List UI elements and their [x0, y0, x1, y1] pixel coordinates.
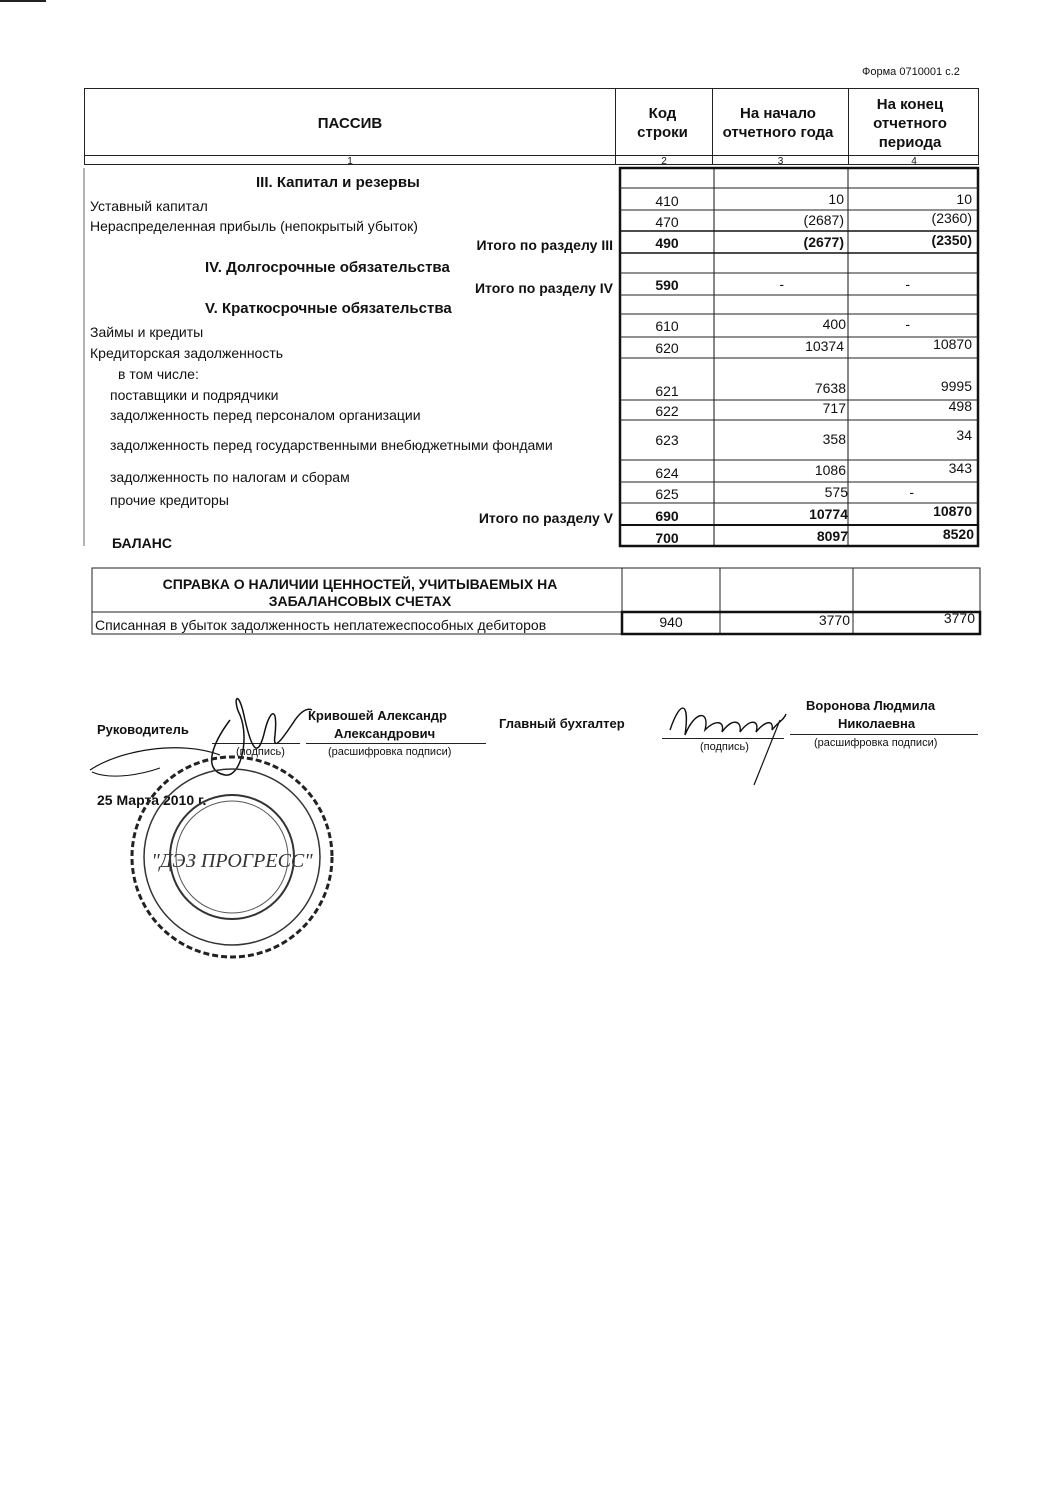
col-num-1: 1 — [347, 156, 353, 167]
header-passiv: ПАССИВ — [317, 114, 383, 132]
accountant-decode-caption: (расшифровка подписи) — [814, 737, 938, 749]
header-end: На конец отчетного периода — [873, 95, 947, 151]
accountant-name-line2: Николаевна — [838, 716, 916, 731]
row-610-code: 610 — [655, 318, 679, 334]
including-label: в том числе: — [118, 366, 199, 382]
row-490-code: 490 — [655, 235, 679, 251]
balance-code: 700 — [655, 530, 679, 546]
row-622-start: 717 — [822, 400, 846, 416]
section3-title: III. Капитал и резервы — [256, 174, 420, 191]
row-622-code: 622 — [655, 403, 679, 419]
row-621-label: поставщики и подрядчики — [110, 387, 279, 403]
row-410-start: 10 — [828, 191, 844, 207]
header-start: На начало отчетного года — [722, 105, 834, 141]
off-balance-row-label: Списанная в убыток задолженность неплатежеспособных дебиторов — [95, 617, 547, 633]
row-590-end: - — [905, 276, 910, 292]
accountant-decode-line — [790, 734, 978, 735]
scan-mark — [0, 0, 46, 2]
row-610-start: 400 — [822, 316, 846, 332]
row-610-end: - — [905, 316, 910, 332]
row-410-label: Уставный капитал — [90, 198, 208, 214]
section4-title: IV. Долгосрочные обязательства — [205, 259, 450, 276]
row-590-start: - — [779, 276, 784, 292]
row-623-start: 358 — [822, 431, 846, 447]
row-590-label: Итого по разделу IV — [474, 280, 613, 296]
off-balance-row-start: 3770 — [818, 612, 850, 628]
off-balance-row-end: 3770 — [943, 610, 975, 626]
row-623-label: задолженность перед государственными внебюджетными фондами — [110, 437, 553, 453]
accountant-name-line1: Воронова Людмила — [806, 698, 936, 713]
row-620-label: Кредиторская задолженность — [90, 345, 284, 361]
head-name-line1: Кривошей Александр — [308, 708, 448, 723]
row-490-start: (2677) — [803, 234, 844, 250]
row-625-code: 625 — [655, 486, 679, 502]
row-621-code: 621 — [655, 383, 679, 399]
row-470-start: (2687) — [803, 212, 844, 228]
row-690-end: 10870 — [933, 503, 972, 519]
row-622-label: задолженность перед персоналом организации — [110, 407, 421, 423]
stamp-center-text: "ДЭЗ ПРОГРЕСС" — [151, 850, 313, 872]
row-625-start: 575 — [824, 484, 848, 500]
row-490-label: Итого по разделу III — [476, 237, 613, 253]
accountant-signature-drawing — [650, 690, 800, 790]
balance-end: 8520 — [942, 526, 974, 542]
company-stamp — [125, 752, 340, 962]
row-620-start: 10374 — [805, 338, 844, 354]
row-610-label: Займы и кредиты — [90, 324, 204, 340]
head-label: Руководитель — [97, 722, 189, 737]
row-690-start: 10774 — [809, 506, 848, 522]
row-624-code: 624 — [655, 465, 679, 481]
row-690-label: Итого по разделу V — [478, 510, 613, 526]
row-624-start: 1086 — [814, 462, 846, 478]
section5-title: V. Краткосрочные обязательства — [205, 300, 452, 317]
off-balance-row-code: 940 — [659, 614, 683, 630]
off-balance-title: СПРАВКА О НАЛИЧИИ ЦЕННОСТЕЙ, УЧИТЫВАЕМЫХ НА ЗАБАЛАНСОВЫХ СЧЕТАХ — [162, 576, 558, 609]
form-code: Форма 0710001 с.2 — [862, 66, 960, 78]
row-621-end: 9995 — [940, 378, 972, 394]
row-624-label: задолженность по налогам и сборам — [110, 469, 350, 485]
row-624-end: 343 — [948, 460, 972, 476]
row-620-code: 620 — [655, 340, 679, 356]
col-num-2: 2 — [661, 156, 667, 167]
row-470-label: Нераспределенная прибыль (непокрытый убыток) — [90, 218, 418, 234]
row-590-code: 590 — [655, 277, 679, 293]
row-621-start: 7638 — [814, 380, 846, 396]
balance-label: БАЛАНС — [112, 535, 172, 551]
row-623-end: 34 — [956, 427, 972, 443]
col-num-3: 3 — [777, 156, 784, 167]
row-470-end: (2360) — [931, 210, 972, 226]
head-decode-caption: (расшифровка подписи) — [328, 746, 452, 758]
row-490-end: (2350) — [931, 232, 972, 248]
row-690-code: 690 — [655, 508, 679, 524]
row-622-end: 498 — [948, 398, 972, 414]
row-625-end: - — [909, 484, 914, 500]
balance-start: 8097 — [816, 528, 848, 544]
accountant-label: Главный бухгалтер — [499, 716, 625, 731]
header-code: Код строки — [637, 105, 688, 141]
date-text: 25 Марта 2010 г. — [97, 792, 207, 808]
row-625-label: прочие кредиторы — [110, 492, 229, 508]
row-620-end: 10870 — [933, 336, 972, 352]
head-name-line2: Александрович — [334, 726, 436, 741]
col-num-4: 4 — [911, 156, 917, 167]
row-470-code: 470 — [655, 214, 679, 230]
row-410-code: 410 — [655, 193, 679, 209]
accountant-sign-caption: (подпись) — [700, 741, 749, 753]
head-sign-caption: (подпись) — [236, 746, 285, 758]
row-623-code: 623 — [655, 432, 679, 448]
row-410-end: 10 — [956, 191, 972, 207]
